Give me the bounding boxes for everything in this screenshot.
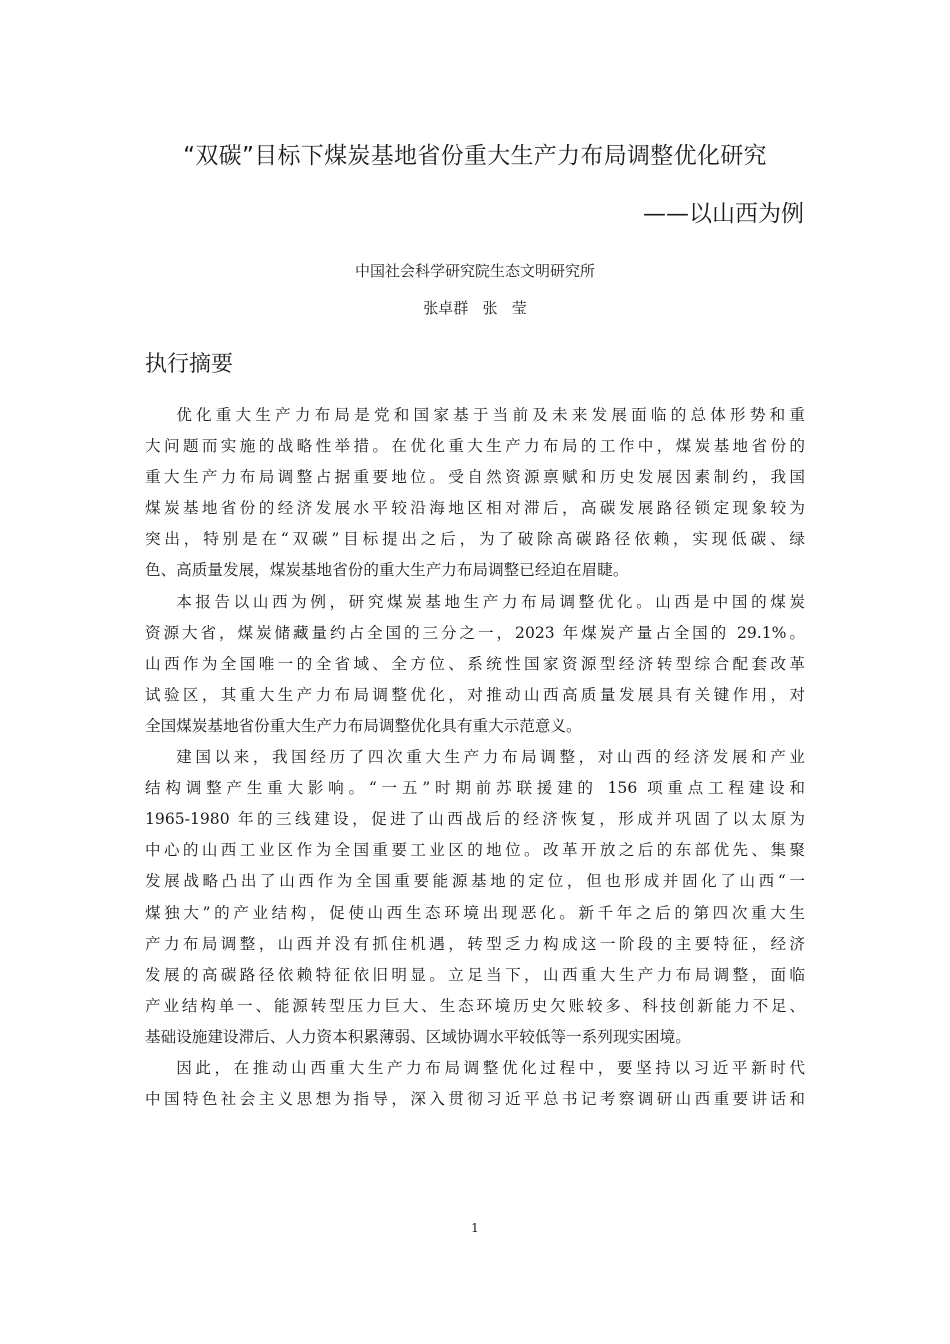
paragraph xyxy=(145,400,805,587)
text-line: 优化重大生产力布局是党和国家基于当前及未来发展面临的总体形势和重 xyxy=(176,406,805,424)
text-line: 大问题而实施的战略性举措。在优化重大生产力布局的工作中，煤炭基地省份的 xyxy=(145,437,805,456)
text-line: 色、高质量发展，煤炭基地省份的重大生产力布局调整已经迫在眉睫。 xyxy=(145,561,629,580)
text-line: 结构调整产生重大影响。“一五”时期前苏联援建的 156 项重点工程建设和 xyxy=(145,779,805,798)
text-line: 突出，特别是在“双碳”目标提出之后，为了破除高碳路径依赖，实现低碳、绿 xyxy=(145,530,805,549)
section-heading: 执行摘要 xyxy=(145,352,234,377)
text-line: 因此，在推动山西重大生产力布局调整优化过程中，要坚持以习近平新时代 xyxy=(176,1058,805,1077)
text-line: 资源大省，煤炭储藏量约占全国的三分之一，2023 年煤炭产量占全国的 29.1%。 xyxy=(145,623,805,642)
text-line: 煤炭基地省份的经济发展水平较沿海地区相对滞后，高碳发展路径锁定现象较为 xyxy=(145,499,805,518)
paragraph xyxy=(145,1053,805,1115)
page-number: 1 xyxy=(471,1221,479,1235)
document-title: “双碳”目标下煤炭基地省份重大生产力布局调整优化研究 xyxy=(183,143,767,169)
text-line: 煤独大”的产业结构，促使山西生态环境出现恶化。新千年之后的第四次重大生 xyxy=(145,903,805,922)
text-line: 发展战略凸出了山西作为全国重要能源基地的定位，但也形成并固化了山西“一 xyxy=(145,872,805,891)
text-line: 中国特色社会主义思想为指导，深入贯彻习近平总书记考察调研山西重要讲话和 xyxy=(145,1090,805,1109)
text-line: 全国煤炭基地省份重大生产力布局调整优化具有重大示范意义。 xyxy=(145,716,582,735)
text-line: 基础设施建设滞后、人力资本积累薄弱、区域协调水平较低等一系列现实困境。 xyxy=(145,1027,691,1046)
text-line: 1965-1980 年的三线建设，促进了山西战后的经济恢复，形成并巩固了以太原为 xyxy=(145,810,805,829)
document-subtitle: ——以山西为例 xyxy=(643,201,804,227)
author-names: 张卓群 张 莹 xyxy=(423,299,527,317)
text-line: 试验区，其重大生产力布局调整优化，对推动山西高质量发展具有关键作用，对 xyxy=(145,685,805,704)
text-line: 发展的高碳路径依赖特征依旧明显。立足当下，山西重大生产力布局调整，面临 xyxy=(145,965,805,984)
body-text xyxy=(145,400,805,1115)
text-line: 重大生产力布局调整占据重要地位。受自然资源禀赋和历史发展因素制约，我国 xyxy=(145,468,805,487)
text-line: 产业结构单一、能源转型压力巨大、生态环境历史欠账较多、科技创新能力不足、 xyxy=(145,996,805,1015)
text-line: 中心的山西工业区作为全国重要工业区的地位。改革开放之后的东部优先、集聚 xyxy=(145,841,805,860)
paragraph xyxy=(145,587,805,742)
paragraph xyxy=(145,742,805,1053)
text-line: 建国以来，我国经历了四次重大生产力布局调整，对山西的经济发展和产业 xyxy=(176,748,805,767)
author-affiliation: 中国社会科学研究院生态文明研究所 xyxy=(354,262,595,280)
text-line: 山西作为全国唯一的全省域、全方位、系统性国家资源型经济转型综合配套改革 xyxy=(145,654,805,673)
text-line: 产力布局调整，山西并没有抓住机遇，转型乏力构成这一阶段的主要特征，经济 xyxy=(145,934,805,953)
text-line: 本报告以山西为例，研究煤炭基地生产力布局调整优化。山西是中国的煤炭 xyxy=(176,592,805,611)
